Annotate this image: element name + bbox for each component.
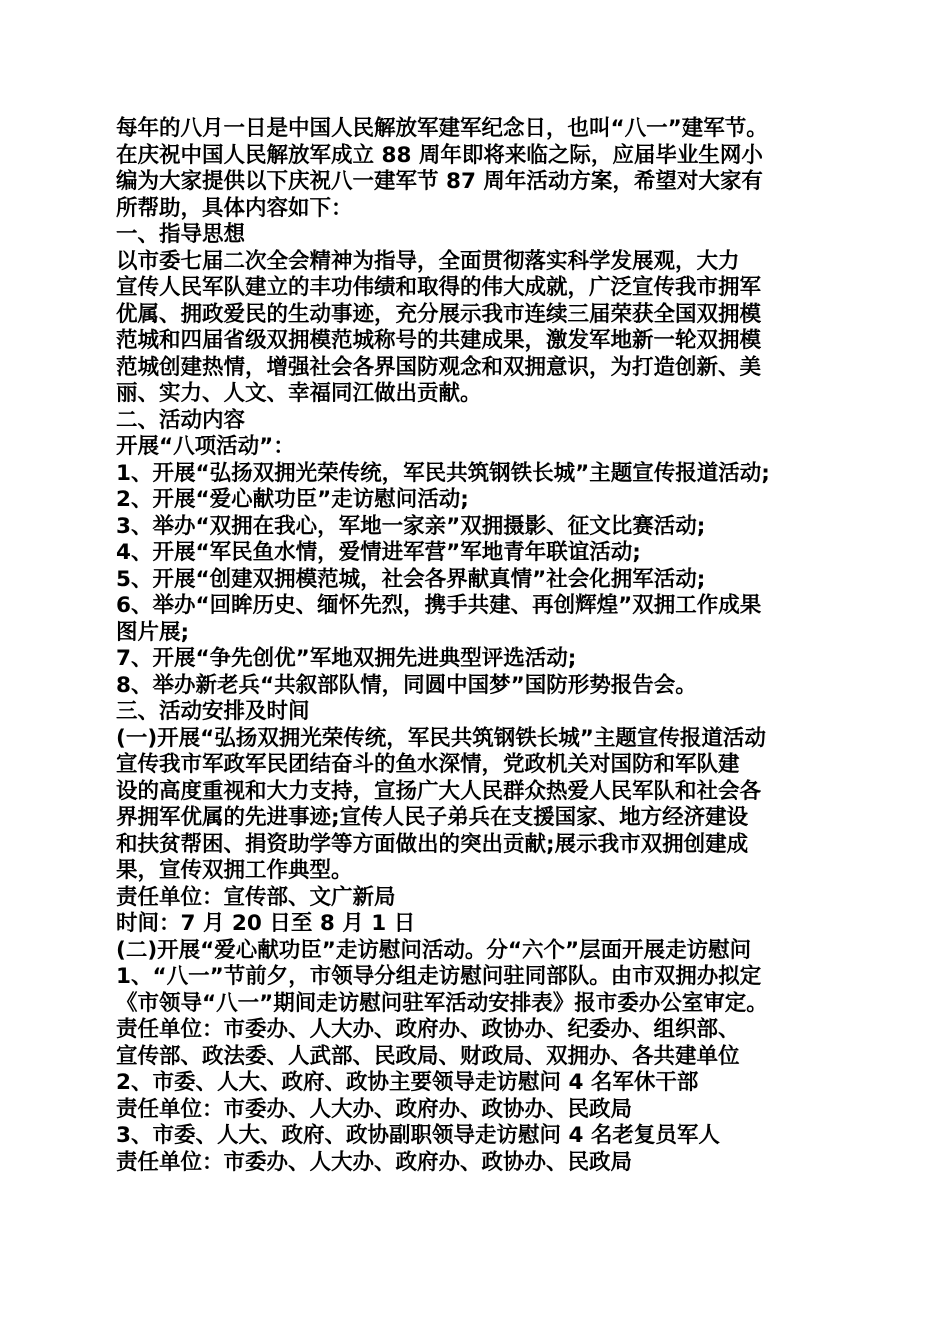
text-line [116, 143, 841, 170]
text-line-content: 和扶贫帮困、捐资助学等方面做出的突出贡献;展示我市双拥创建成 [116, 831, 749, 857]
text-line-content: 宣传部、政法委、人武部、民政局、财政局、双拥办、各共建单位 [116, 1043, 740, 1069]
text-line-content: 范城和四届省级双拥模范城称号的共建成果，激发军地新一轮双拥模 [116, 328, 762, 353]
text-line [116, 805, 841, 832]
text-line-content: 一、指导思想 [116, 222, 246, 247]
text-line-content: 7、开展“争先创优”军地双拥先进典型评选活动; [116, 646, 577, 671]
text-line [116, 222, 841, 249]
text-line [116, 169, 841, 196]
text-line [116, 514, 841, 541]
text-line [116, 355, 841, 382]
text-line [116, 646, 841, 673]
text-line-content: 3、市委、人大、政府、政协副职领导走访慰问 4 名老复员军人 [116, 1123, 720, 1148]
text-line-content: 图片展; [116, 619, 190, 645]
text-line [116, 964, 841, 991]
text-line [116, 1123, 841, 1150]
text-line-content: 2、开展“爱心献功臣”走访慰问活动; [116, 487, 469, 512]
text-line [116, 726, 841, 753]
text-line-content: 丽、实力、人文、幸福同江做出贡献。 [116, 381, 482, 406]
text-line-content: 所帮助，具体内容如下： [116, 195, 353, 221]
text-line [116, 858, 841, 885]
text-line-content: 果，宣传双拥工作典型。 [116, 858, 353, 883]
text-line-content: 1、开展“弘扬双拥光荣传统，军民共筑钢铁长城”主题宣传报道活动; [116, 460, 770, 486]
text-line-content: 以市委七届二次全会精神为指导，全面贯彻落实科学发展观，大力 [116, 248, 740, 274]
text-line-content: 每年的八月一日是中国人民解放军建军纪念日，也叫“八一”建军节。 [116, 116, 768, 141]
text-line [116, 699, 841, 726]
text-line [116, 196, 841, 223]
text-line-content: 时间：7 月 20 日至 8 月 1 日 [116, 911, 416, 936]
text-line [116, 673, 841, 700]
text-line [116, 1097, 841, 1124]
text-line [116, 249, 841, 276]
text-line [116, 885, 841, 912]
text-line-content: 开展“八项活动”： [116, 434, 295, 459]
text-line [116, 540, 841, 567]
text-line [116, 116, 841, 143]
text-line [116, 1044, 841, 1071]
text-line [116, 832, 841, 859]
text-line-content: 宣传人民军队建立的丰功伟绩和取得的伟大成就，广泛宣传我市拥军 [116, 275, 762, 300]
text-line [116, 1150, 841, 1177]
text-line-content: (二)开展“爱心献功臣”走访慰问活动。分“六个”层面开展走访慰问 [116, 937, 752, 963]
text-line [116, 938, 841, 965]
text-line [116, 461, 841, 488]
text-line [116, 779, 841, 806]
text-line [116, 302, 841, 329]
text-line-content: 责任单位：市委办、人大办、政府办、政协办、民政局 [116, 1096, 633, 1122]
text-line [116, 487, 841, 514]
text-line-content: 范城创建热情，增强社会各界国防观念和双拥意识，为打造创新、美 [116, 354, 762, 380]
text-line-content: 编为大家提供以下庆祝八一建军节 87 周年活动方案，希望对大家有 [116, 169, 763, 194]
text-line [116, 275, 841, 302]
text-line-content: 三、活动安排及时间 [116, 699, 310, 724]
text-line [116, 593, 841, 620]
text-line [116, 328, 841, 355]
text-line-content: 二、活动内容 [116, 407, 246, 433]
text-line-content: 3、举办“双拥在我心，军地一家亲”双拥摄影、征文比赛活动; [116, 513, 706, 539]
text-line-content: 5、开展“创建双拥模范城，社会各界献真情”社会化拥军活动; [116, 566, 706, 592]
text-line-content: 8、举办新老兵“共叙部队情，同圆中国梦”国防形势报告会。 [116, 672, 697, 698]
text-line-content: 优属、拥政爱民的生动事迹，充分展示我市连续三届荣获全国双拥模 [116, 301, 762, 327]
text-line [116, 408, 841, 435]
text-line-content: 设的高度重视和大力支持，宣扬广大人民群众热爱人民军队和社会各 [116, 778, 762, 804]
text-line-content: 2、市委、人大、政府、政协主要领导走访慰问 4 名军休干部 [116, 1070, 699, 1095]
text-line [116, 752, 841, 779]
text-line-content: 责任单位：市委办、人大办、政府办、政协办、纪委办、组织部、 [116, 1017, 740, 1042]
document-body [116, 116, 841, 1176]
text-line-content: 界拥军优属的先进事迹;宣传人民子弟兵在支援国家、地方经济建设 [116, 805, 749, 830]
text-line [116, 1017, 841, 1044]
text-line [116, 434, 841, 461]
text-line-content: 4、开展“军民鱼水情，爱情进军营”军地青年联谊活动; [116, 540, 641, 565]
text-line-content: 6、举办“回眸历史、缅怀先烈，携手共建、再创辉煌”双拥工作成果 [116, 593, 762, 618]
text-line [116, 567, 841, 594]
text-line-content: (一)开展“弘扬双拥光荣传统，军民共筑钢铁长城”主题宣传报道活动 [116, 725, 766, 751]
text-line-content: 责任单位：宣传部、文广新局 [116, 884, 396, 910]
text-line [116, 381, 841, 408]
text-line-content: 在庆祝中国人民解放军成立 88 周年即将来临之际，应届毕业生网小 [116, 142, 763, 168]
text-line [116, 991, 841, 1018]
text-line-content: 《市领导“八一”期间走访慰问驻军活动安排表》报市委办公室审定。 [116, 990, 768, 1016]
text-line [116, 620, 841, 647]
text-line [116, 911, 841, 938]
text-line-content: 责任单位：市委办、人大办、政府办、政协办、民政局 [116, 1149, 633, 1175]
text-line-content: 宣传我市军政军民团结奋斗的鱼水深情，党政机关对国防和军队建 [116, 752, 740, 777]
text-line-content: 1、“八一”节前夕，市领导分组走访慰问驻同部队。由市双拥办拟定 [116, 964, 762, 989]
text-line [116, 1070, 841, 1097]
